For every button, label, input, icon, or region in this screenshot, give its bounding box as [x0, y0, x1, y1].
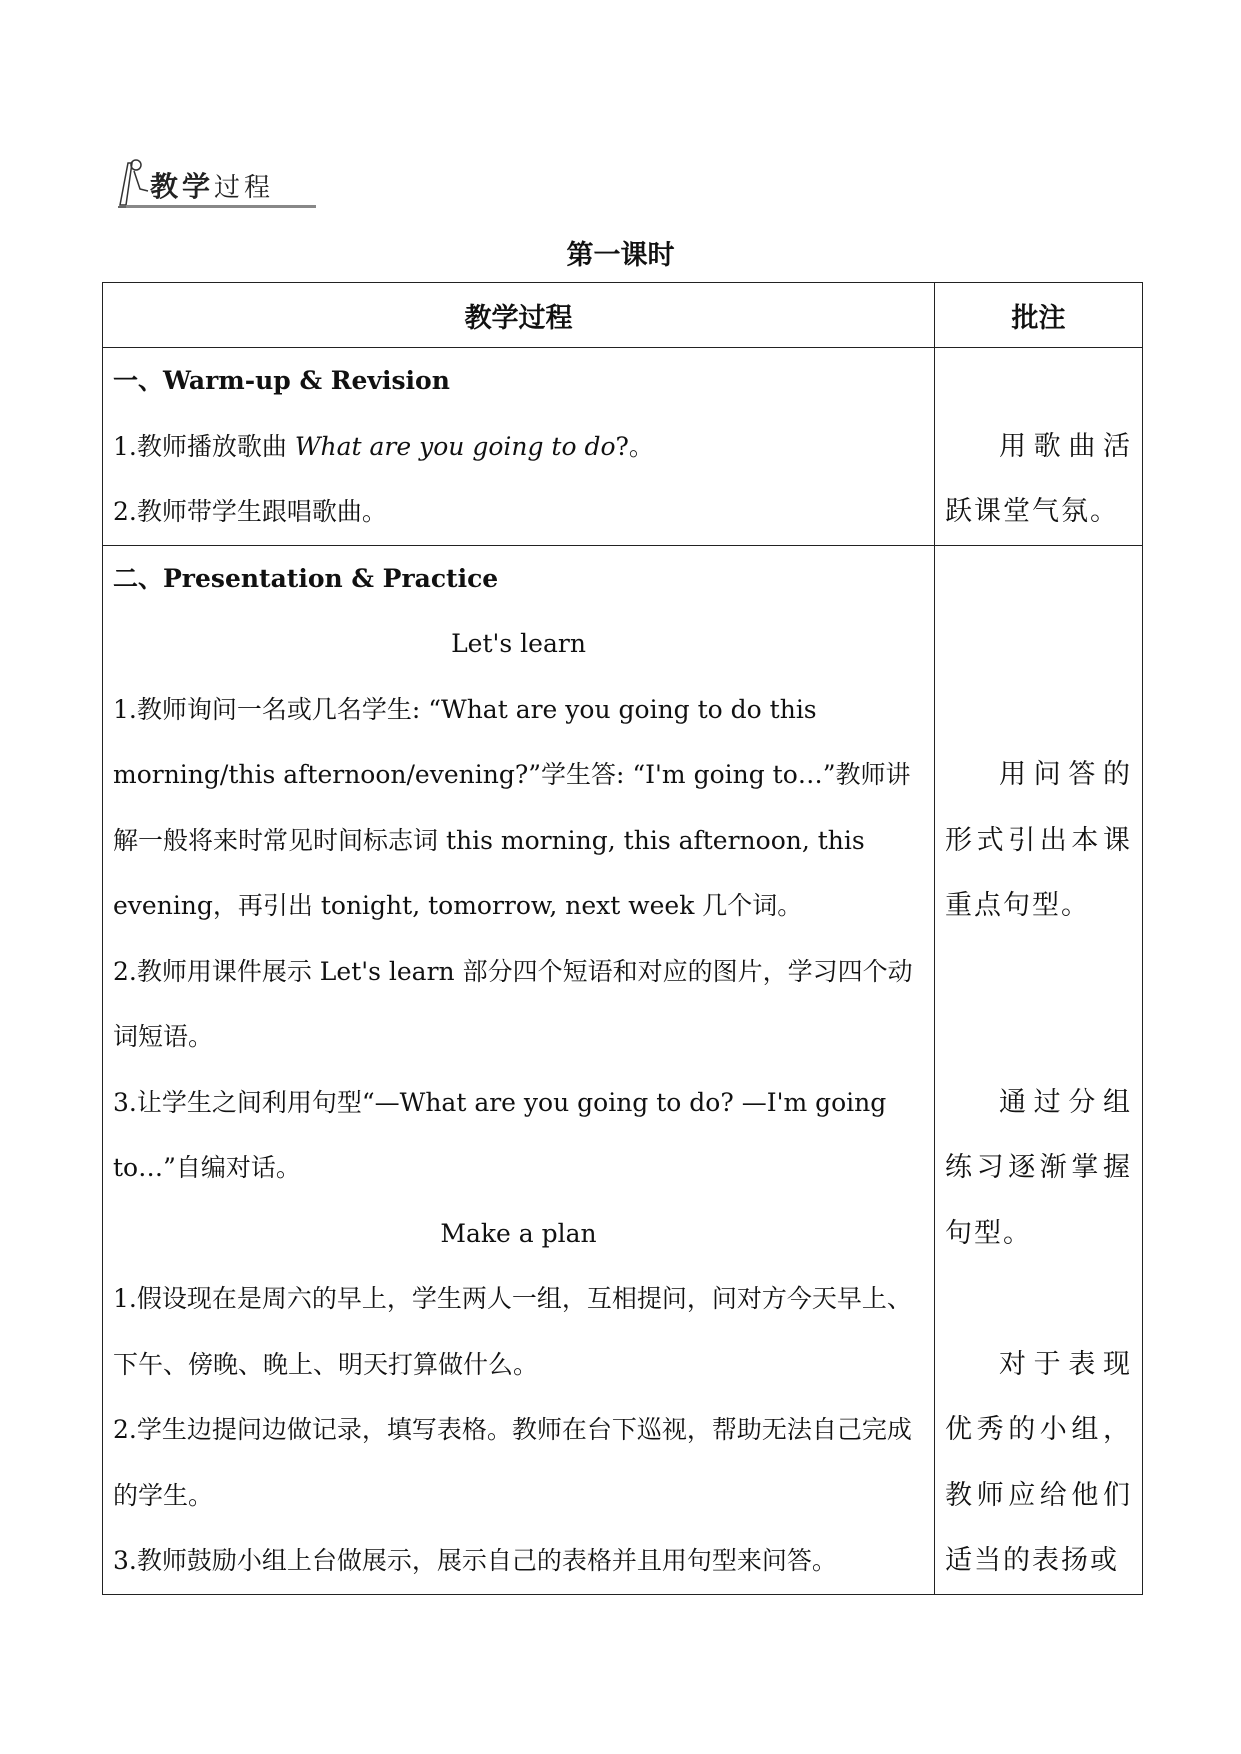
section2-note2: 通过分组练习逐渐掌握句型。: [945, 1086, 1132, 1249]
table-header-row: [103, 283, 1143, 348]
section1-heading: 一、Warm-up & Revision: [113, 366, 450, 395]
section2-item2: 2.教师用课件展示 Let's learn 部分四个短语和对应的图片，学习四个动词短语。: [113, 956, 913, 1051]
subheading-lets-learn: Let's learn: [451, 629, 586, 658]
section2-item3: 3.让学生之间利用句型“—What are you going to do? —I'm going to…”自编对话。: [113, 1087, 887, 1182]
lesson-title: 第一课时: [566, 240, 675, 271]
header-teaching-process: 教学过程: [103, 283, 935, 348]
section2-item6: 3.教师鼓励小组上台做展示，展示自己的表格并且用句型来问答。: [113, 1546, 837, 1575]
section-logo-title: 教学过程: [150, 170, 275, 203]
section1-item2: 2.教师带学生跟唱歌曲。: [113, 497, 387, 526]
logo-underline: [126, 205, 316, 208]
section2-item4: 1.假设现在是周六的早上，学生两人一组，互相提问，问对方今天早上、下午、傍晚、晚上、明天打算做什么。: [113, 1284, 912, 1379]
writing-figure-icon: [114, 155, 154, 209]
section-logo: [114, 155, 314, 215]
section2-content: [103, 545, 935, 1594]
teaching-process-table: [102, 282, 1143, 1595]
section1-note-cell: [935, 348, 1143, 546]
section2-item5: 2.学生边提问边做记录，填写表格。教师在台下巡视，帮助无法自己完成的学生。: [113, 1415, 912, 1510]
section2-item1: 1.教师询问一名或几名学生: “What are you going to do this morning/this afternoon/evening?”学生答: “I'm going to…”教师讲解一般将来时常见时间标志词 this morning, this afternoon, this evening，再引出 tonight, tomorrow, next week 几个词。: [113, 694, 911, 920]
section1-note: 用歌曲活跃课堂气氛。: [945, 430, 1132, 527]
header-notes: 批注: [935, 283, 1143, 348]
table-row: [103, 545, 1143, 1594]
section2-heading: 二、Presentation & Practice: [113, 563, 499, 593]
table-row: [103, 348, 1143, 546]
section2-note1: 用问答的形式引出本课重点句型。: [945, 759, 1132, 921]
section1-item1: 1.教师播放歌曲 What are you going to do?。: [113, 431, 654, 461]
section2-note3: 对于表现优秀的小组，教师应给他们适当的表扬或: [945, 1348, 1132, 1576]
section2-note-cell: [935, 545, 1143, 1594]
subheading-make-a-plan: Make a plan: [440, 1218, 597, 1248]
section1-content: [103, 348, 935, 546]
